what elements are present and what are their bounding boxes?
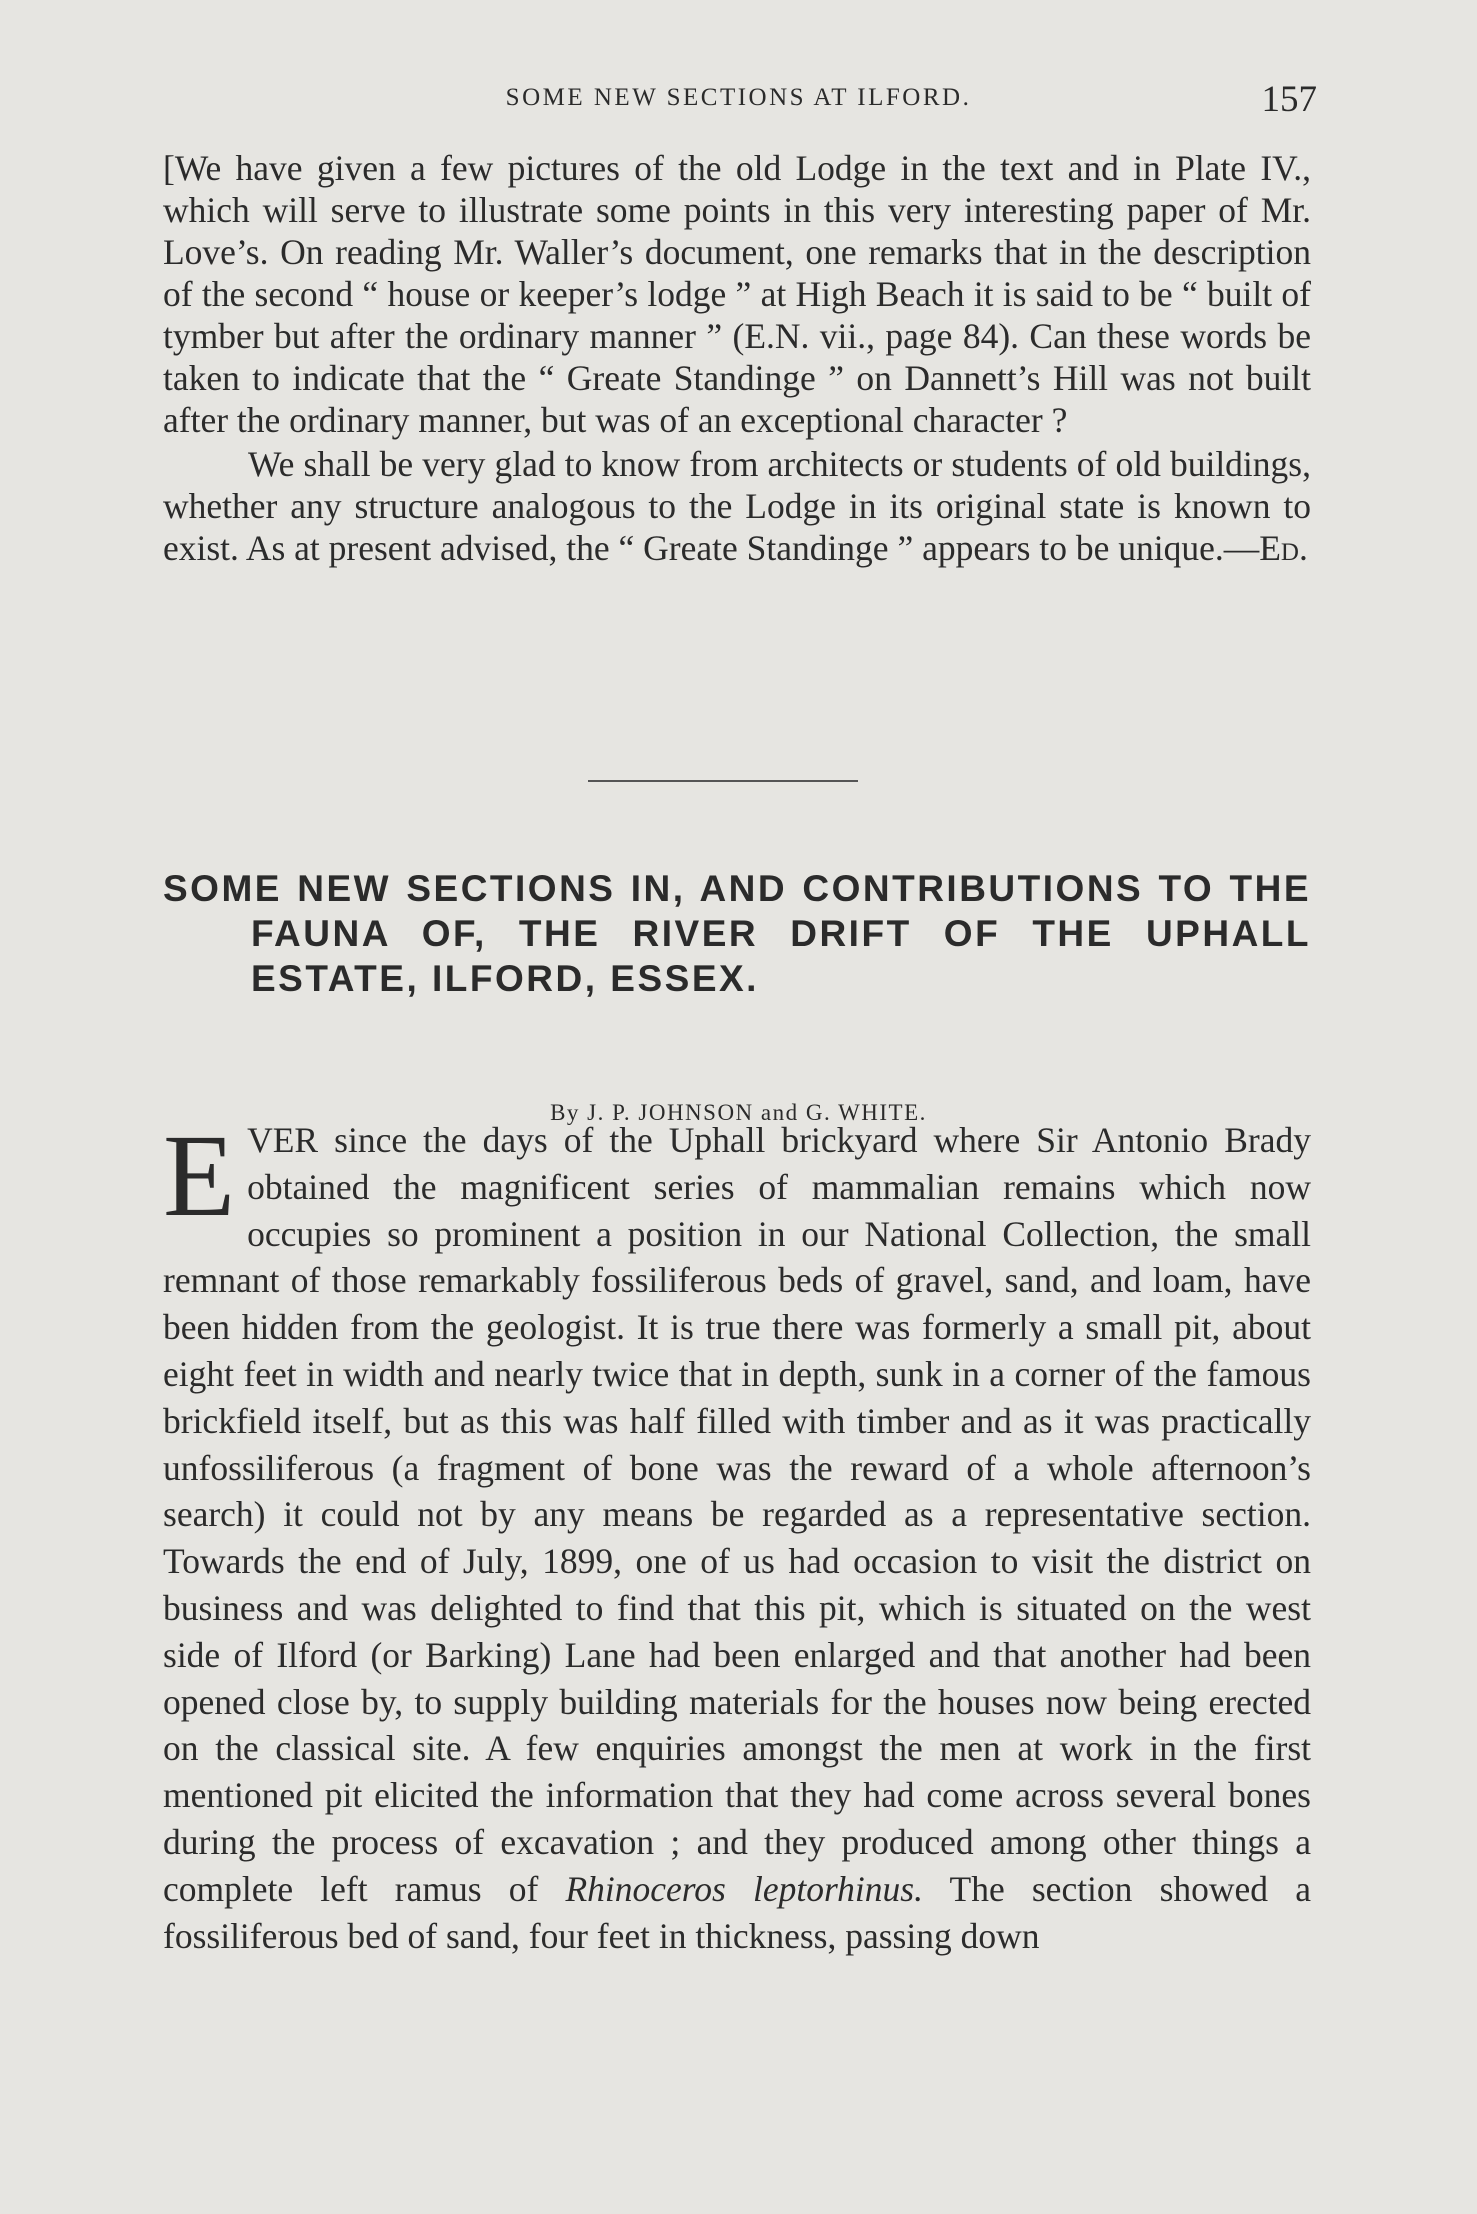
editor-note-paragraph-2 <box>163 443 1311 569</box>
editor-signature: Ed. <box>1259 528 1308 568</box>
article-body-continuation: The section showed a fossiliferous bed of sand, four feet in thickness, passing down <box>163 1868 1311 1956</box>
article-byline: By J. P. JOHNSON and G. WHITE. <box>550 1100 927 1125</box>
running-title: SOME NEW SECTIONS AT ILFORD. <box>505 84 972 111</box>
editor-note <box>163 147 1311 569</box>
page-header <box>0 78 1477 128</box>
species-name: Rhinoceros leptorhinus. <box>565 1868 923 1909</box>
editor-note-paragraph-2-text: We shall be very glad to know from architects or students of old buildings, whether any structure analogous to the Lodge in its original state is known to exist. As at present advised, the “ Greate Standinge ” appears to be unique.— <box>163 444 1311 568</box>
section-divider <box>588 780 858 782</box>
page-number: 157 <box>1261 79 1317 120</box>
article-title: SOME NEW SECTIONS IN, AND CONTRIBUTIONS TO THE FAUNA OF, THE RIVER DRIFT OF THE UPHALL ESTATE, ILFORD, ESSEX. <box>163 868 1311 999</box>
editor-note-paragraph-1: [We have given a few pictures of the old Lodge in the text and in Plate IV., which will serve to illustrate some points in this very interesting paper of Mr. Love’s. On reading Mr. Waller’s document, one remarks that in the description of the second “ house or keeper’s lodge ” at High Beach it is said to be “ built of tymber but after the ordinary manner ” (E.N. vii., page 84). Can these words be taken to indicate that the “ Greate Standinge ” on Dannett’s Hill was not built after the ordinary manner, but was of an exceptional character ? <box>163 148 1311 440</box>
drop-cap: E <box>163 1110 236 1241</box>
article-body-text: VER since the days of the Uphall brickyard where Sir Antonio Brady obtained the magnificent series of mammalian remains which now occupies so prominent a position in our National Collection, the small remnant of those remarkably fossiliferous beds of gravel, sand, and loam, have been hidden from the geologist. It is true there was formerly a small pit, about eight feet in width and nearly twice that in depth, sunk in a corner of the famous brickfield itself, but as this was half filled with timber and as it was practically unfossiliferous (a fragment of bone was the reward of a whole afternoon’s search) it could not by any means be regarded as a representative section. Towards the end of July, 1899, one of us had occasion to visit the district on business and was delighted to find that this pit, which is situated on the west side of Ilford (or Barking) Lane had been enlarged and that another had been opened close by, to supply building materials for the houses now being erected on the classical site. A few enquiries amongst the men at work in the first mentioned pit elicited the information that they had come across several bones during the process of excavation ; and they produced among other things a complete left ramus of <box>163 1120 1311 1909</box>
